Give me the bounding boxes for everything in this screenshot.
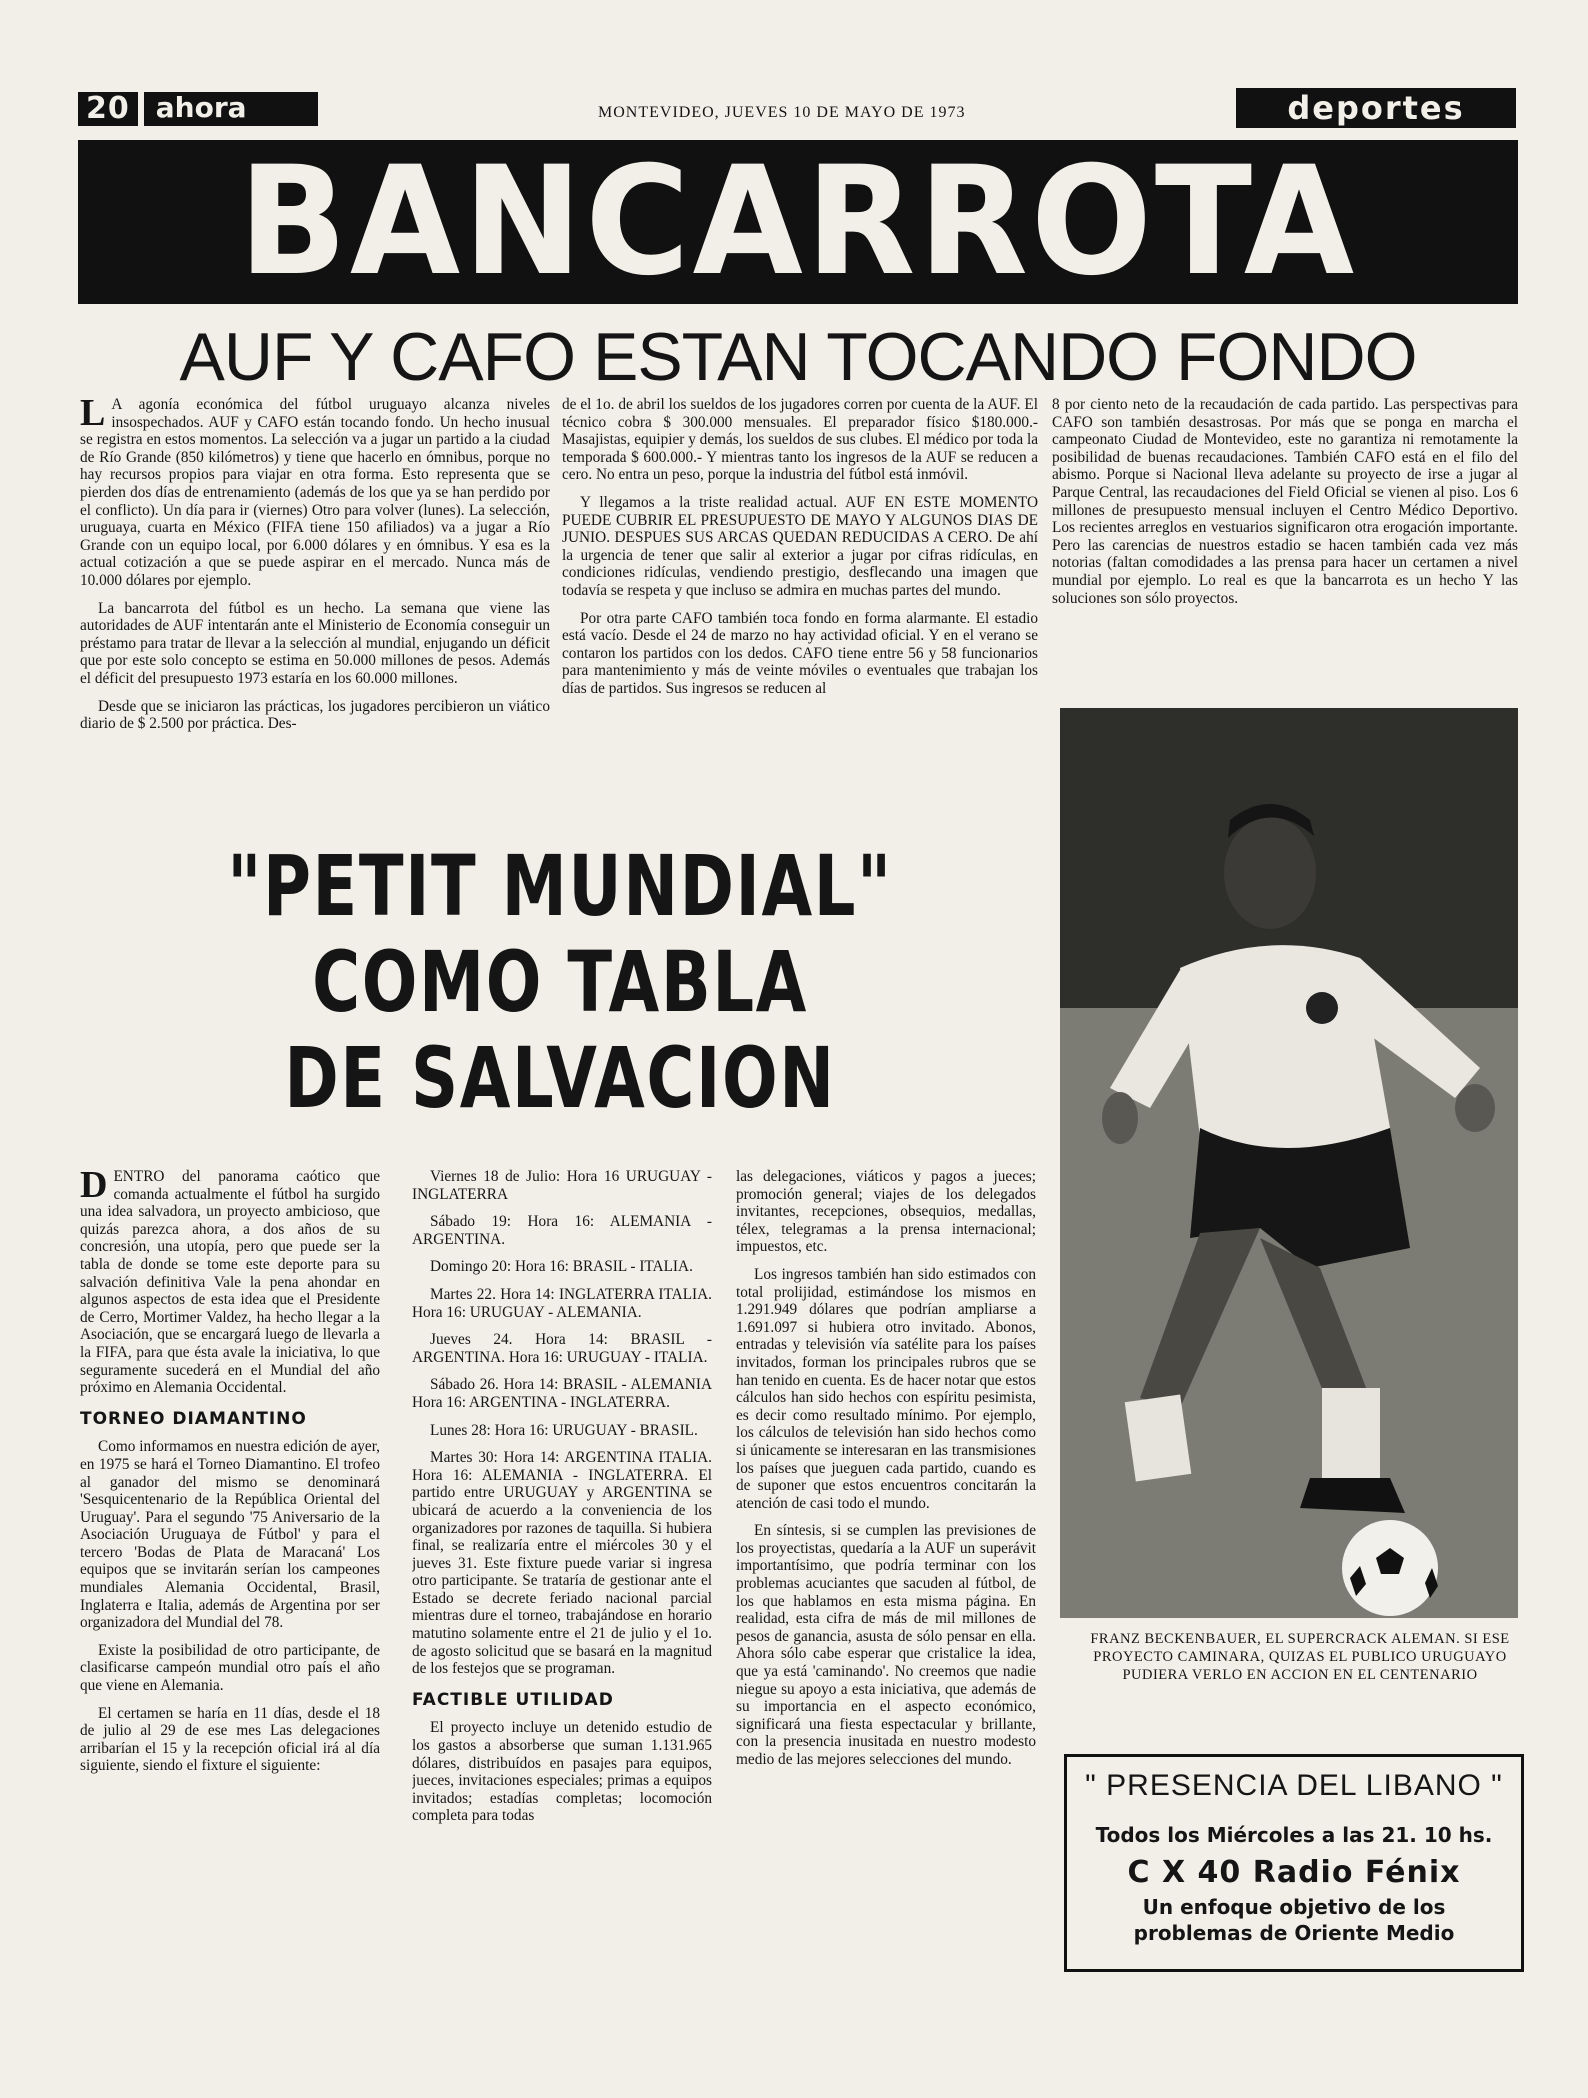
fixture-line: Sábado 26. Hora 14: BRASIL - ALEMANIA Hora 16: ARGENTINA - INGLATERRA.: [412, 1376, 712, 1411]
article2-col1-para1: DENTRO del panorama caótico que comanda actualmente el fútbol ha surgido una idea salvadora, un proyecto ambicioso, que quizás parezca ahora, a dos años de su concresión, una utopía, pero que puede ser la tabla de donde se tome este deporte para su salvación definitiva Vale la pena ahondar en algunos aspectos de esta idea que el Presidente de Cerro, Mortimer Valdez, ha hecho llegar a la Asociación, que se encargará luego de llevarla a la FIFA, para que ésta avale la iniciativa, lo que seguramente sucederá en el Mundial del año próximo en Alemania Occidental.: [80, 1168, 380, 1397]
feature-headline-line2: COMO TABLA: [312, 933, 808, 1031]
subtitle-factible-utilidad: FACTIBLE UTILIDAD: [412, 1689, 614, 1710]
article1-col2-para2: Y llegamos a la triste realidad actual. AUF EN ESTE MOMENTO PUEDE CUBRIR EL PRESUPUESTO DE MAYO Y ALGUNOS DIAS DE JUNIO. DESPUES SUS ARCAS QUEDAN REDUCIDAS A CERO. De ahí la urgencia de tener que salir al exterior a jugar por cifras ridículas, en condiciones ridículas, vendiendo prestigio, desflecando una imagen que todavía se respeta y que incluso se admira en muchas partes del mundo.: [562, 493, 1038, 599]
ad-station: C X 40 Radio Fénix: [1127, 1855, 1461, 1890]
ad-schedule: Todos los Miércoles a las 21. 10 hs.: [1095, 1823, 1493, 1847]
ad-title: " PRESENCIA DEL LIBANO ": [1085, 1769, 1503, 1802]
article2-col2b-para1: El proyecto incluye un detenido estudio de los gastos a absorberse que suman 1.131.965 dólares, distribuídos en pasajes para equipos, jueces, invitaciones especiales; primas a equipos invitados; estadías completas; locomoción completa para todas: [412, 1719, 712, 1825]
headline-bar: [78, 135, 1518, 309]
dateline: MONTEVIDEO, JUEVES 10 DE MAYO DE 1973: [598, 104, 966, 121]
article1-col1-para3: Desde que se iniciaron las prácticas, los jugadores percibieron un viático diario de $ 2.500 por práctica. Des-: [80, 697, 550, 733]
article1-col1-para1: L A agonía económica del fútbol uruguayo alcanza niveles insospechados. AUF y CAFO están tocando fondo. Un hecho inusual se registra en estos momentos. La selección va a jugar un partido a la ciudad de Río Grande (850 kilómetros) y tiene que hacerlo en ómnibus, porque no hay recursos propios para viajar en otra forma. Esto representa que se pierden dos días de entrenamiento (además de los que ya se han perdido por el conflicto). Un día para ir (viernes) Otro para volver (lunes). La selección, uruguaya, cuarta en México (FIFA tiene 150 afiliados) va a jugar a Río Grande con un equipo local, por 6.000 dólares y en ómnibus. Y esa es la actual cotización a que se puede aspirar en el mercado. Nunca más de 10.000 dólares por ejemplo.: [80, 396, 550, 589]
main-headline: BANCARROTA: [238, 135, 1358, 309]
player-photo-illustration: [1060, 708, 1518, 1618]
article1-col3: [1052, 396, 1518, 686]
fixture-line: Lunes 28: Hora 16: URUGUAY - BRASIL.: [430, 1421, 698, 1439]
article2-col1b-para1: Como informamos en nuestra edición de ayer, en 1975 se hará el Torneo Diamantino. El trofeo al ganador del mismo se denominará 'Sesquicentenario de la República Oriental del Uruguay'. Para el segundo '75 Aniversario de la Asociación Uruguaya de Fútbol' y para el tercero 'Bodas de Plata de Maracaná' Los equipos que se invitarán serían los campeones mundiales Alemania Occidental, Brasil, Inglaterra e Italia, además de Argentina por ser organizadora del Mundial del 78.: [80, 1438, 380, 1632]
fixture-line: Martes 30: Hora 14: ARGENTINA ITALIA. Hora 16: ALEMANIA - INGLATERRA. El partido entre URUGUAY y ARGENTINA se ubicará de acuerdo a la conveniencia de los organizadores por razones de taquilla. Si hubiera final, se realizaría entre el miércoles 30 y el jueves 31. Este fixture puede variar si ingresa otro participante. Se trataría de gestionar ante el Estado se decrete feriado nacional parcial mientras dure el torneo, trabajándose en horario matutino solamente entre el 21 de julio y el 1o. de agosto solicitud que se basará en la magnitud de los festejos que se programan.: [412, 1449, 712, 1678]
subtitle-torneo-diamantino: TORNEO DIAMANTINO: [80, 1408, 307, 1429]
article1-col2: [562, 396, 1038, 812]
article2-col2: [412, 1168, 712, 1968]
article2-col1: [80, 1168, 380, 1958]
article2-col3: [736, 1168, 1036, 1968]
feature-headline-line3: DE SALVACION: [284, 1029, 836, 1127]
fixture-line: Viernes 18 de Julio: Hora 16 URUGUAY - INGLATERRA: [412, 1168, 712, 1203]
feature-headline-line1: "PETIT MUNDIAL": [227, 837, 893, 935]
article1-col3-para1: 8 por ciento neto de la recaudación de cada partido. Las perspectivas para CAFO son también desastrosas. Por más que se ponga en marcha el campeonato Ciudad de Montevideo, este no garantiza ni remotamente la posibilidad de buenas recaudaciones. También CAFO está en el filo del abismo. Porque si Nacional lleva adelante su proyecto de irse a jugar al Parque Central, las recaudaciones del Field Oficial se vienen al piso. Los 6 millones de presupuesto mensual incluyen el Centro Médico Deportivo. Los recientes arreglos en vestuarios significaron otra erogación importante. Pero las carencias de nuestros estadio se hacen también cada vez más notorias (faltan comodidades a las prensa para hacer un certamen a nivel mundial por ejemplo. Lo real es que la bancarrota es un hecho Y las soluciones son sólo proyectos.: [1052, 396, 1518, 607]
article2-col1b-para2: Existe la posibilidad de otro participante, de clasificarse campeón mundial otro país el año que viene en Alemania.: [80, 1641, 380, 1695]
fixture-line: Martes 22. Hora 14: INGLATERRA ITALIA. Hora 16: URUGUAY - ALEMANIA.: [412, 1285, 712, 1321]
fixture-line: Domingo 20: Hora 16: BRASIL - ITALIA.: [430, 1258, 693, 1276]
fixture-line: Jueves 24. Hora 14: BRASIL - ARGENTINA. Hora 16: URUGUAY - ITALIA.: [412, 1331, 712, 1366]
feature-headline: [184, 838, 936, 1126]
article1-col1-para2: La bancarrota del fútbol es un hecho. La semana que viene las autoridades de AUF intentarán ante el Ministerio de Economía conseguir un préstamo para tratar de llevar a la selección al mundial, enjugando un déficit que por este solo concepto se estima en 50.000 millones de pesos. Además el déficit del presupuesto 1973 estaría en los 60.000 millones.: [80, 599, 550, 687]
section-label: deportes: [1236, 88, 1516, 128]
ad-tagline-2: problemas de Oriente Medio: [1133, 1921, 1455, 1945]
article1-col2-para1: de el 1o. de abril los sueldos de los jugadores corren por cuenta de la AUF. El técnico cobra $ 300.000 mensuales. El preparador físico $180.000.- Masajistas, equipier y demás, los sueldos de sus clubes. El médico por toda la temporada $ 600.000.- Y mientras tanto los ingresos de la AUF se reducen a cero. No entra un peso, porque la industria del fútbol está inmóvil.: [562, 396, 1038, 484]
article1-col2-para3: Por otra parte CAFO también toca fondo en forma alarmante. El estadio está vacío. Desde el 24 de marzo no hay actividad oficial. Y en el verano se contaron los partidos con los dedos. CAFO tiene entre 56 y 58 funcionarios para mantenimiento y más de veinte móviles o eventuales que trabajan los días de partidos. Sus ingresos se reducen al: [562, 609, 1038, 697]
article2-col3-para1: las delegaciones, viáticos y pagos a jueces; promoción general; viajes de los delegados invitantes, recepciones, obsequios, medallas, télex, telegramas a la prensa internacional; impuestos, etc.: [736, 1168, 1036, 1256]
article2-col3-para3: En síntesis, si se cumplen las previsiones de los proyectistas, quedaría a la AUF un superávit importantísimo, que podría terminar con los problemas acuciantes que sacuden al fútbol, de los que hablamos en esta misma página. En realidad, esta cifra de más de mil millones de pesos de ganancia, asusta de sólo pensar en ella. Ahora sólo cabe esperar que cristalice la idea, que ya está 'caminando'. No creemos que nadie niegue su apoyo a esta iniciativa, que además de su importancia en el aspecto económico, significará una fiesta espectacular y brillante, con la presencia inusitada en nuestro modesto medio de las mejores selecciones del mundo.: [736, 1522, 1036, 1768]
paper-name: ahora: [144, 92, 318, 126]
radio-ad: [1064, 1754, 1524, 1972]
page-number: 20: [78, 92, 138, 126]
masthead-left: [78, 92, 318, 126]
dropcap: L: [80, 396, 106, 434]
ad-tagline-1: Un enfoque objetivo de los: [1142, 1895, 1446, 1919]
article1-col1: [80, 396, 550, 812]
dropcap: D: [80, 1168, 108, 1206]
subheadline: AUF Y CAFO ESTAN TOCANDO FONDO: [179, 319, 1417, 395]
article2-col3-para2: Los ingresos también han sido estimados con total prolijidad, estimándose los mismos en 1.291.949 dólares que podrían ampliarse a 1.691.097 si hubiera otro invitado. Abonos, entradas y televisión vía satélite para los países invitados, forman los principales rubros que se han tenido en cuenta. Es de hacer notar que estos cálculos han sido hechos con espíritu pesimista, es decir como resultado mínimo. Por ejemplo, los cálculos de televisión han sido hechos como si únicamente se interesaran en las transmisiones los países que jueguen cada partido, cuando es de suponer que estos encuentros concitarán la atención de casi todo el mundo.: [736, 1265, 1036, 1512]
fixture-line: Sábado 19: Hora 16: ALEMANIA - ARGENTINA.: [412, 1213, 712, 1248]
photo-caption: FRANZ BECKENBAUER, EL SUPERCRACK ALEMAN. SI ESE PROYECTO CAMINARA, QUIZAS EL PUBLICO URUGUAYO PUDIERA VERLO EN ACCION EN EL CENTENARIO: [1090, 1631, 1510, 1683]
article2-col1b-para3: El certamen se haría en 11 días, desde el 18 de julio al 29 de ese mes Las delegaciones arribarían el 15 y la recepción oficial irá al día siguiente, siendo el fixture el siguiente:: [80, 1704, 380, 1775]
player-photo: [1060, 708, 1518, 1618]
